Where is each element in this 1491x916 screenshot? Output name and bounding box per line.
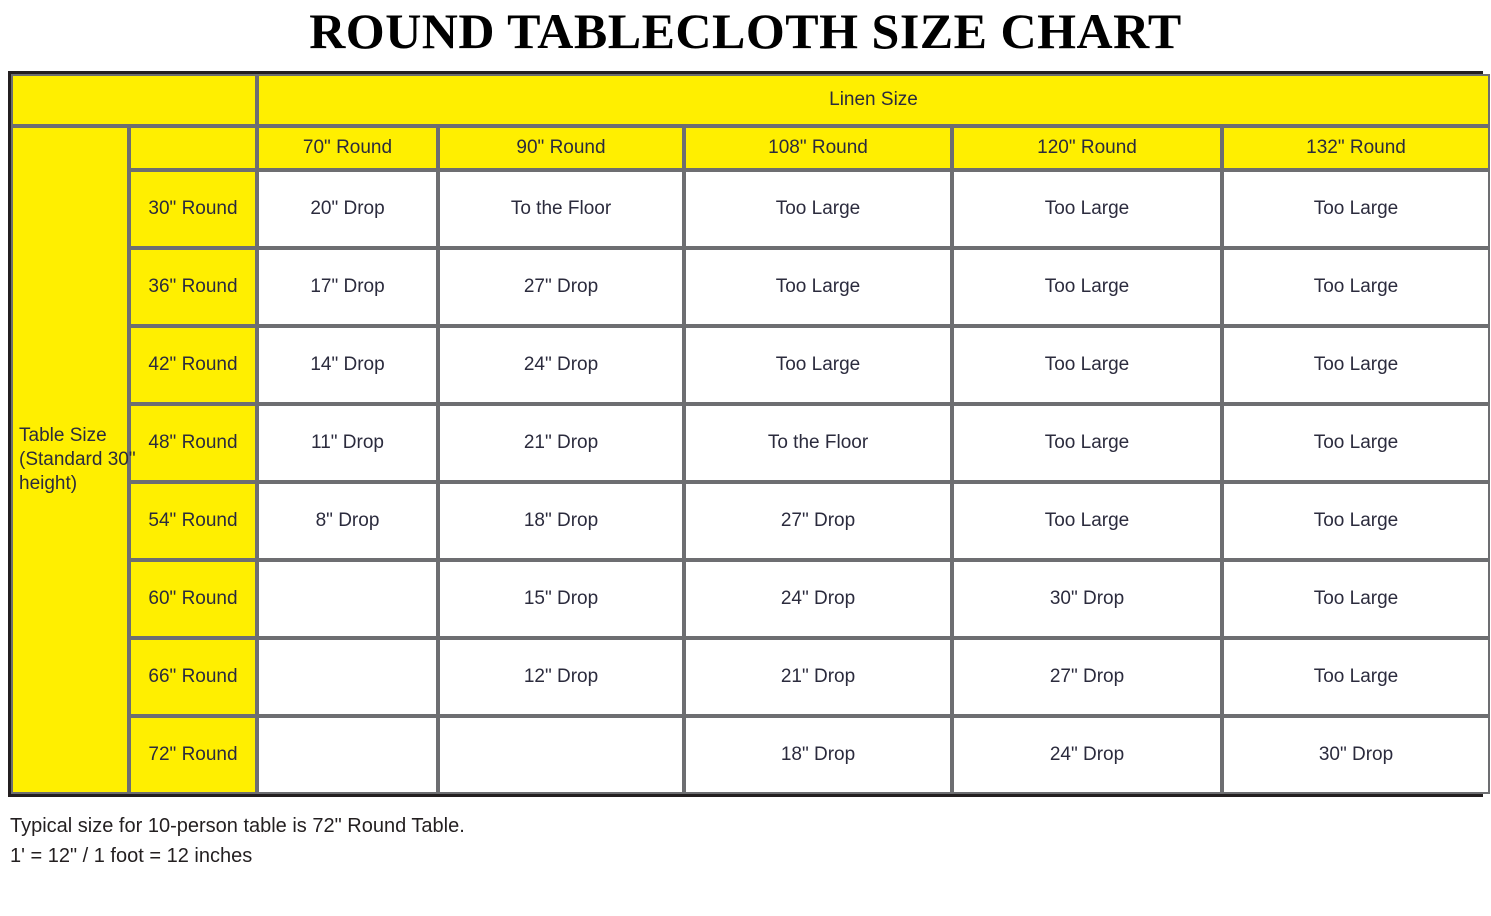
subheader-spacer	[129, 126, 257, 170]
cell-60-132: Too Large	[1222, 560, 1490, 638]
cell-42-120: Too Large	[952, 326, 1222, 404]
cell-66-90: 12" Drop	[438, 638, 684, 716]
table-row	[11, 638, 1490, 716]
cell-72-108: 18" Drop	[684, 716, 952, 794]
cell-36-132: Too Large	[1222, 248, 1490, 326]
cell-72-132: 30" Drop	[1222, 716, 1490, 794]
table-size-side-label: Table Size (Standard 30" height)	[19, 425, 136, 494]
cell-66-108: 21" Drop	[684, 638, 952, 716]
cell-60-120: 30" Drop	[952, 560, 1222, 638]
table-row	[11, 248, 1490, 326]
size-chart-container	[8, 71, 1483, 797]
column-header-108: 108" Round	[684, 126, 952, 170]
cell-54-108: 27" Drop	[684, 482, 952, 560]
cell-36-120: Too Large	[952, 248, 1222, 326]
cell-72-70	[257, 716, 438, 794]
cell-42-132: Too Large	[1222, 326, 1490, 404]
cell-54-90: 18" Drop	[438, 482, 684, 560]
table-row-header-linen	[11, 74, 1490, 126]
table-row	[11, 560, 1490, 638]
cell-60-108: 24" Drop	[684, 560, 952, 638]
table-row	[11, 170, 1490, 248]
corner-cell	[11, 74, 257, 126]
size-chart-table	[11, 74, 1490, 794]
cell-66-132: Too Large	[1222, 638, 1490, 716]
cell-72-120: 24" Drop	[952, 716, 1222, 794]
cell-60-90: 15" Drop	[438, 560, 684, 638]
cell-30-70: 20" Drop	[257, 170, 438, 248]
cell-48-120: Too Large	[952, 404, 1222, 482]
cell-54-132: Too Large	[1222, 482, 1490, 560]
row-header-30: 30" Round	[129, 170, 257, 248]
cell-54-120: Too Large	[952, 482, 1222, 560]
cell-48-132: Too Large	[1222, 404, 1490, 482]
row-header-36: 36" Round	[129, 248, 257, 326]
column-header-90: 90" Round	[438, 126, 684, 170]
column-header-132: 132" Round	[1222, 126, 1490, 170]
linen-size-header: Linen Size	[257, 74, 1490, 126]
table-row	[11, 326, 1490, 404]
row-header-72: 72" Round	[129, 716, 257, 794]
cell-48-90: 21" Drop	[438, 404, 684, 482]
cell-36-90: 27" Drop	[438, 248, 684, 326]
cell-48-108: To the Floor	[684, 404, 952, 482]
note-line-2: 1' = 12" / 1 foot = 12 inches	[10, 845, 253, 867]
row-header-60: 60" Round	[129, 560, 257, 638]
cell-72-90	[438, 716, 684, 794]
row-header-48: 48" Round	[129, 404, 257, 482]
cell-60-70	[257, 560, 438, 638]
row-header-54: 54" Round	[129, 482, 257, 560]
cell-36-70: 17" Drop	[257, 248, 438, 326]
row-header-66: 66" Round	[129, 638, 257, 716]
row-header-42: 42" Round	[129, 326, 257, 404]
cell-66-120: 27" Drop	[952, 638, 1222, 716]
cell-30-120: Too Large	[952, 170, 1222, 248]
cell-30-132: Too Large	[1222, 170, 1490, 248]
table-size-side-label-cell	[11, 126, 136, 794]
table-row-header-columns	[11, 126, 1490, 170]
table-row	[11, 716, 1490, 794]
column-header-70: 70" Round	[257, 126, 438, 170]
column-header-120: 120" Round	[952, 126, 1222, 170]
cell-48-70: 11" Drop	[257, 404, 438, 482]
chart-notes	[10, 811, 1491, 871]
cell-30-108: Too Large	[684, 170, 952, 248]
cell-54-70: 8" Drop	[257, 482, 438, 560]
cell-30-90: To the Floor	[438, 170, 684, 248]
note-line-1: Typical size for 10-person table is 72" Round Table.	[10, 815, 465, 837]
cell-42-108: Too Large	[684, 326, 952, 404]
cell-66-70	[257, 638, 438, 716]
cell-42-90: 24" Drop	[438, 326, 684, 404]
table-row	[11, 404, 1490, 482]
cell-42-70: 14" Drop	[257, 326, 438, 404]
cell-36-108: Too Large	[684, 248, 952, 326]
page-title: ROUND TABLECLOTH SIZE CHART	[309, 3, 1182, 59]
table-row	[11, 482, 1490, 560]
